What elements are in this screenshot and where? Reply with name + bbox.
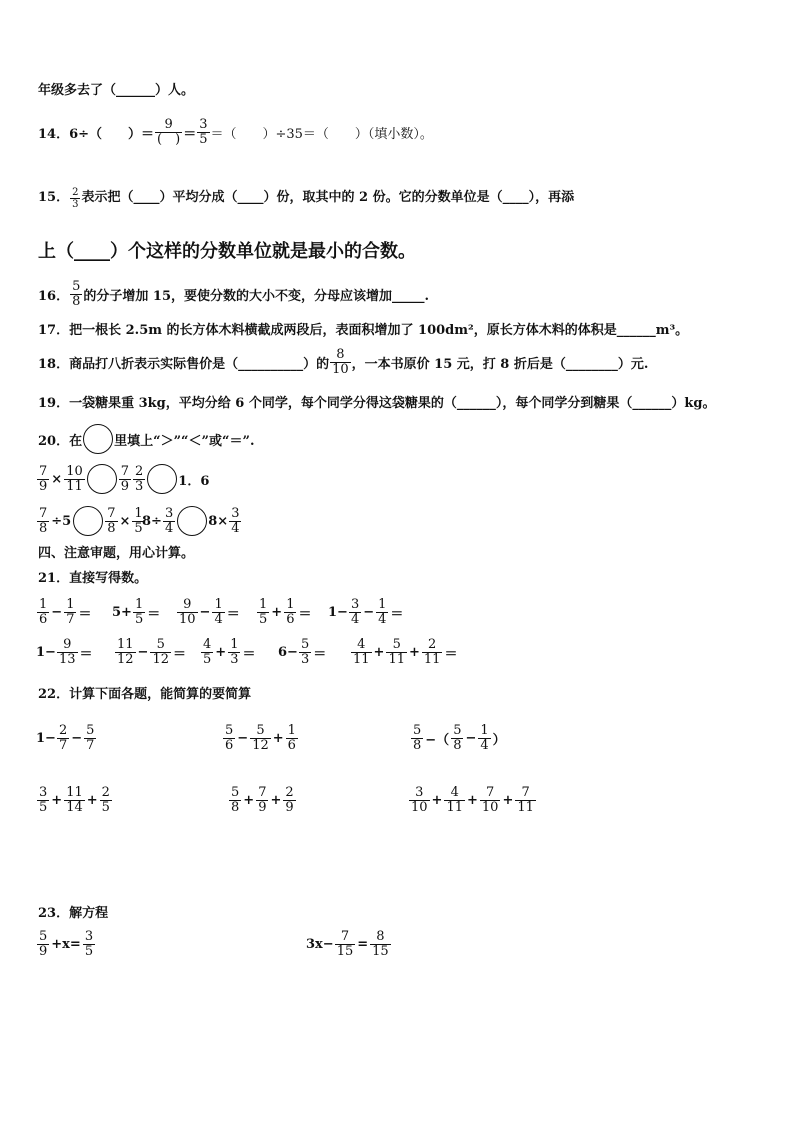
q21-expr: 6− $\frac{5}{3}$ ＝ [278, 637, 327, 667]
question-15-line-1 [38, 186, 574, 210]
q21-expr: 1− $\frac{3}{4}$ − $\frac{1}{4}$ ＝ [328, 597, 404, 627]
frac: $\frac{4}{11}$ [353, 637, 370, 667]
frac: $\frac{9}{10}$ [179, 597, 196, 627]
frac: $\frac{2}{11}$ [423, 637, 441, 667]
section-4-heading: 四、注意审题，用心计算。 [38, 546, 195, 561]
frac: $\frac{5}{6}$ [225, 723, 234, 753]
q14-equals: ＝ [183, 127, 197, 142]
q21-expr: $\frac{11}{12}$ − $\frac{5}{12}$ ＝ [117, 637, 187, 667]
q14-fraction-2: $\frac{3}{5}$ [199, 117, 208, 147]
frac: $\frac{4}{5}$ [203, 637, 212, 667]
q20-part-a: 20．在 [38, 433, 83, 449]
frac: $\frac{10}{11}$ [66, 463, 83, 494]
frac: $\frac{1}{6}$ [286, 597, 295, 627]
frac: $\frac{1}{6}$ [39, 597, 48, 627]
q18-part-a: 18．商品打八折表示实际售价是（__________）的 [38, 357, 330, 372]
frac: $\frac{3}{4}$ [164, 505, 174, 536]
frac: $\frac{3}{5}$ [84, 929, 94, 959]
frac: $\frac{5}{12}$ [152, 637, 169, 667]
operator: × [51, 471, 63, 487]
compare-circle[interactable] [177, 506, 207, 536]
operator: ÷5 [51, 513, 72, 529]
frac: $\frac{11}{12}$ [117, 637, 134, 667]
q14-rest: ＝（ ）÷35＝（ ）（填小数）。 [210, 127, 433, 142]
frac: $\frac{9}{13}$ [58, 637, 76, 667]
q22-expr: 1− $\frac{2}{7}$ − $\frac{5}{7}$ [36, 723, 95, 753]
q21-expr: $\frac{9}{10}$ − $\frac{1}{4}$ ＝ [179, 597, 240, 627]
frac: $\frac{5}{9}$ [39, 929, 48, 959]
lhs: 8÷ [142, 513, 162, 529]
question-19: 19．一袋糖果重 3kg，平均分给 6 个同学，每个同学分得这袋糖果的（______），每个同学分到糖果（______）kg。 [38, 396, 716, 411]
q20-row2-item-a [36, 506, 146, 536]
frac: $\frac{1}{4}$ [480, 723, 489, 753]
frac: $\frac{7}{9}$ [39, 463, 48, 494]
q15-number: 15． [38, 190, 70, 205]
rhs: 1．6 [178, 473, 210, 489]
q20-row1-item-b [132, 464, 209, 494]
frac: $\frac{1}{3}$ [230, 637, 239, 667]
frac: $\frac{3}{5}$ [39, 785, 48, 815]
frac: $\frac{7}{10}$ [481, 785, 499, 815]
compare-circle[interactable] [83, 424, 113, 454]
q23-equation: 3x− $\frac{7}{15}$ = $\frac{8}{15}$ [306, 929, 389, 959]
q16-text: 的分子增加 15，要使分数的大小不变，分母应该增加_____. [83, 289, 430, 304]
q20-row2-item-b [142, 506, 242, 536]
q14-fraction-1: $\frac{9}{( )}$ [157, 117, 181, 147]
compare-circle[interactable] [87, 464, 117, 494]
frac: $\frac{5}{3}$ [300, 637, 310, 667]
q18-fraction: $\frac{8}{10}$ [332, 347, 349, 377]
q23-equation: $\frac{5}{9}$ +x= $\frac{3}{5}$ [39, 929, 94, 959]
question-16 [38, 280, 429, 309]
q22-expr: $\frac{3}{10}$ + $\frac{4}{11}$ + $\frac{7}{10}$ + $\frac{7}{11}$ [411, 785, 534, 815]
q15-fraction: $\frac{2}{3}$ [72, 186, 79, 210]
question-23: 23．解方程 [38, 906, 109, 921]
q21-expr: 5+ $\frac{1}{5}$ ＝ [112, 597, 161, 627]
question-21: 21．直接写得数。 [38, 571, 148, 586]
frac: $\frac{1}{4}$ [214, 597, 223, 627]
frac: $\frac{11}{14}$ [66, 785, 83, 815]
question-18 [38, 348, 648, 377]
q16-fraction: $\frac{5}{8}$ [72, 279, 81, 309]
q20-row1-item-a [36, 464, 132, 494]
frac: $\frac{7}{9}$ [258, 785, 267, 815]
question-14 [38, 118, 433, 147]
frac: $\frac{5}{12}$ [252, 723, 269, 753]
frac: $\frac{3}{4}$ [350, 597, 360, 627]
q22-expr: $\frac{5}{8}$ −（ $\frac{5}{8}$ − $\frac{1}{4}$ ） [413, 723, 506, 753]
frac: $\frac{7}{8}$ [39, 505, 48, 536]
frac: $\frac{1}{6}$ [287, 723, 296, 753]
question-20 [38, 424, 255, 454]
frac: $\frac{2}{9}$ [285, 785, 294, 815]
q21-expr: $\frac{1}{5}$ + $\frac{1}{6}$ ＝ [259, 597, 312, 627]
question-17: 17．把一根长 2.5m 的长方体木料横截成两段后，表面积增加了 100dm²，原长方体木料的体积是______m³。 [38, 323, 689, 338]
frac: $\frac{2}{5}$ [101, 785, 110, 815]
q21-expr: $\frac{4}{11}$ + $\frac{5}{11}$ + $\frac{2}{11}$ ＝ [353, 637, 458, 667]
frac: $\frac{1}{5}$ [134, 505, 143, 536]
q20-part-b: 里填上“＞”“＜”或“＝”. [114, 433, 255, 449]
frac: $\frac{3}{10}$ [411, 785, 428, 815]
q14-part-a: 6÷（ ）＝ [69, 127, 155, 142]
q16-number: 16． [38, 289, 70, 304]
frac: $\frac{7}{11}$ [517, 785, 534, 815]
rhs: 8× [208, 513, 229, 529]
frac: $\frac{4}{11}$ [446, 785, 463, 815]
frac: $\frac{5}{8}$ [413, 723, 422, 753]
q22-expr: $\frac{5}{6}$ − $\frac{5}{12}$ + $\frac{1}{6}$ [225, 723, 296, 753]
frac: $\frac{5}{7}$ [86, 723, 95, 753]
q21-expr: 1− $\frac{9}{13}$ ＝ [36, 637, 93, 667]
question-22: 22．计算下面各题，能简算的要简算 [38, 687, 252, 702]
q22-expr: $\frac{5}{8}$ + $\frac{7}{9}$ + $\frac{2}{9}$ [231, 785, 294, 815]
q15-text-1: 表示把（____）平均分成（____）份，取其中的 2 份。它的分数单位是（____），再添 [81, 190, 575, 205]
operator: × [119, 513, 131, 529]
q22-expr: $\frac{3}{5}$ + $\frac{11}{14}$ + $\frac{2}{5}$ [39, 785, 110, 815]
compare-circle[interactable] [147, 464, 177, 494]
q21-expr: $\frac{4}{5}$ + $\frac{1}{3}$ ＝ [203, 637, 256, 667]
q14-number: 14． [38, 127, 70, 142]
compare-circle[interactable] [73, 506, 103, 536]
frac: $\frac{7}{9}$ [120, 463, 130, 494]
frac: $\frac{7}{8}$ [107, 505, 116, 536]
frac: $\frac{2}{7}$ [58, 723, 68, 753]
frac: $\frac{5}{8}$ [453, 723, 462, 753]
frac: $\frac{5}{11}$ [388, 637, 405, 667]
q18-part-b: ，一本书原价 15 元，打 8 折后是（________）元. [351, 357, 649, 372]
frac: $\frac{1}{5}$ [134, 597, 144, 627]
frac: $\frac{8}{15}$ [372, 929, 389, 959]
question-15-line-2: 上（____）个这样的分数单位就是最小的合数。 [38, 241, 416, 262]
q21-expr: $\frac{1}{6}$ − $\frac{1}{7}$ ＝ [39, 597, 92, 627]
frac: $\frac{1}{5}$ [259, 597, 268, 627]
frac: $\frac{1}{7}$ [66, 597, 75, 627]
frac: $\frac{7}{15}$ [336, 929, 354, 959]
line-top: 年级多去了（______）人。 [38, 83, 195, 98]
frac: $\frac{2}{3}$ [135, 463, 144, 494]
frac: $\frac{1}{4}$ [378, 597, 387, 627]
frac: $\frac{5}{8}$ [231, 785, 240, 815]
frac: $\frac{3}{4}$ [231, 505, 240, 536]
